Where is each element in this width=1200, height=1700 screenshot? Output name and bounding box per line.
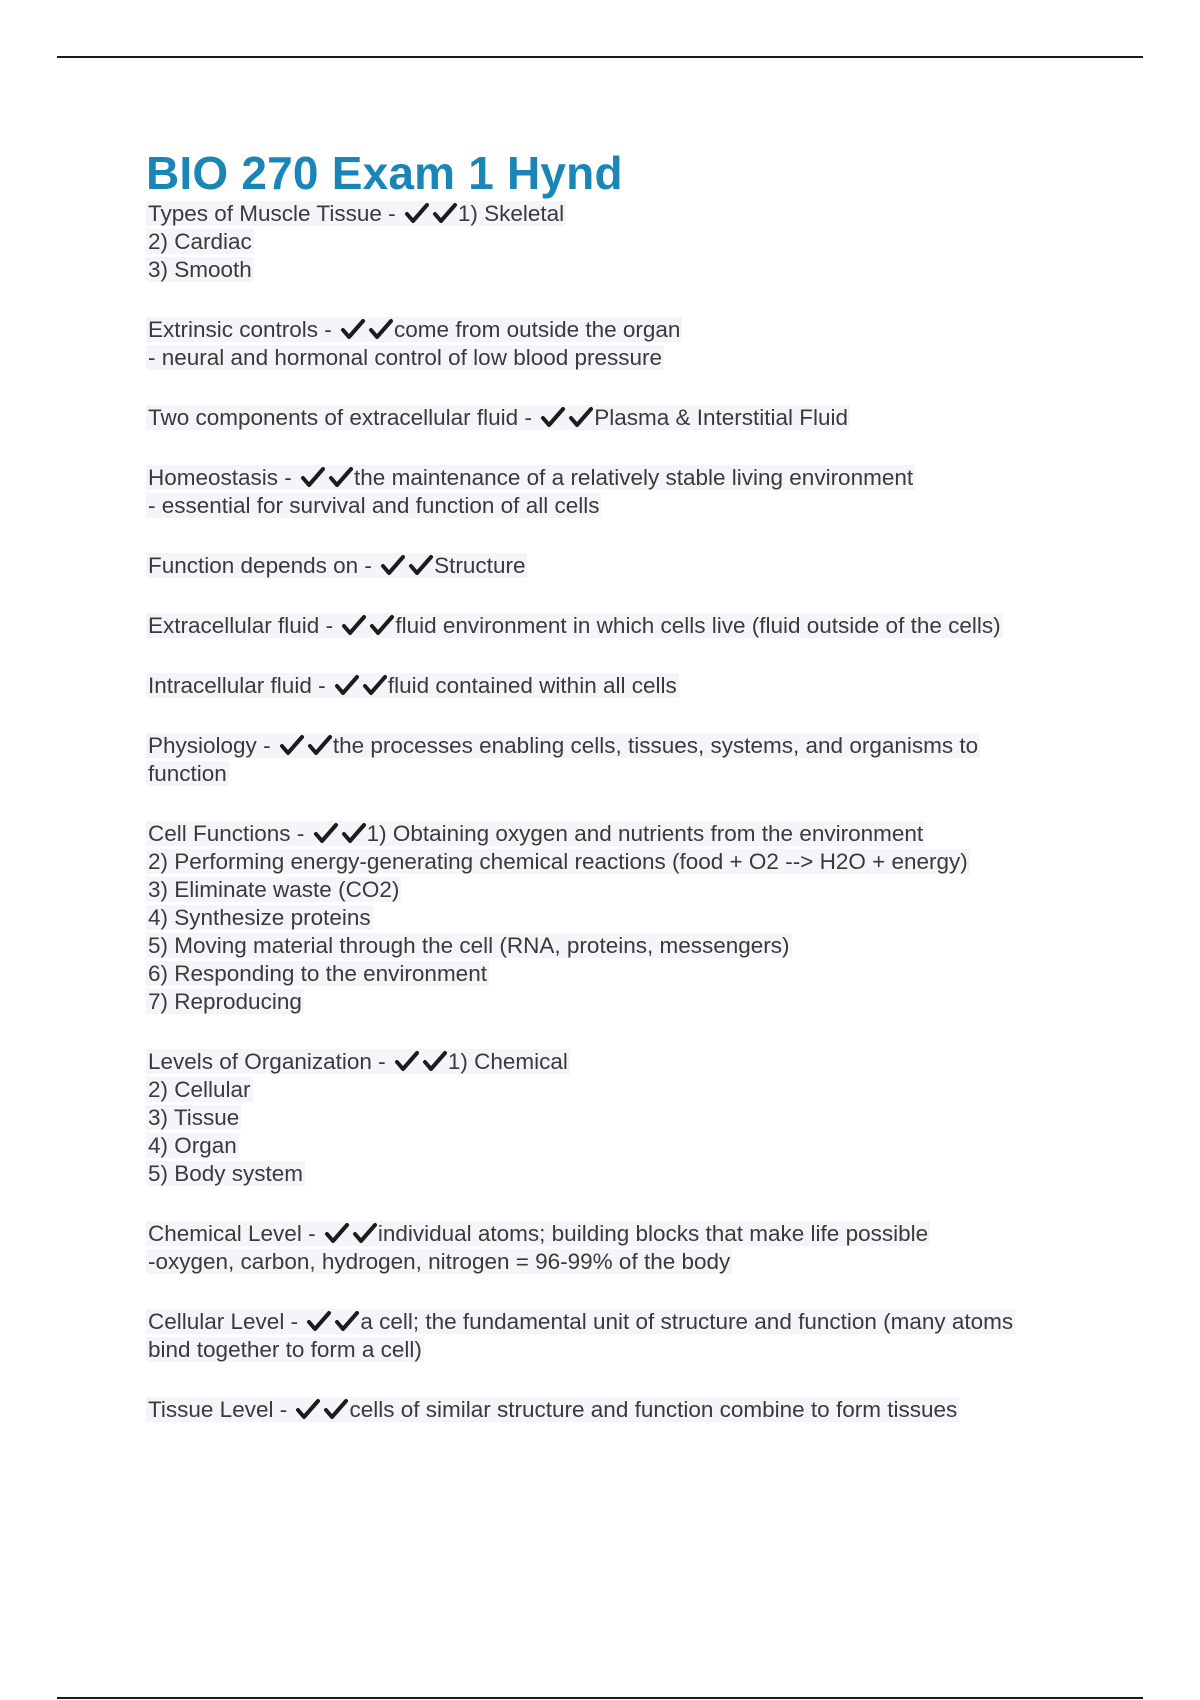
checkmark-icon [369,614,395,636]
entry-continuation-text: 3) Eliminate waste (CO2) [148,877,400,902]
checkmark-icon [313,822,339,844]
checkmark-icon [324,1222,350,1244]
checkmark-icon [422,1050,448,1072]
entry-list [146,200,1106,1424]
checkmark-icon [341,614,367,636]
entry-continuation-text: - neural and hormonal control of low blood pressure [148,345,663,370]
entry-continuation-text: 4) Organ [148,1133,237,1158]
checkmark-icon [432,202,458,224]
entry-continuation-text: 7) Reproducing [148,989,302,1014]
checkmark-icon [404,202,430,224]
entry-answer: Structure [434,553,526,578]
entry-first-line [146,732,1106,760]
entry-highlight [146,1049,570,1074]
entry-separator: - [301,1221,322,1246]
entry-answer: 1) Chemical [447,1049,568,1074]
checkmark-icon [408,554,434,576]
entry-highlight [146,613,1003,638]
entry-separator: - [318,317,339,342]
entry-continuation-text: 2) Cardiac [148,229,252,254]
flashcard-entry [146,820,1106,1016]
entry-answer: cells of similar structure and function combine to form tissues [349,1397,958,1422]
entry-continuation-text: 5) Body system [148,1161,304,1186]
entry-continuation-line [146,256,1106,284]
entry-highlight [146,405,850,430]
checkmark-icon [568,406,594,428]
entry-answer: the processes enabling cells, tissues, systems, and organisms to [332,733,979,758]
entry-separator: - [273,1397,294,1422]
entry-first-line [146,1396,1106,1424]
entry-separator: - [371,1049,392,1074]
entry-answer: come from outside the organ [394,317,681,342]
entry-continuation-line [146,848,1106,876]
entry-first-line [146,1220,1106,1248]
entry-term: Cellular Level [148,1309,285,1334]
entry-separator: - [278,465,299,490]
entry-continuation-line [146,932,1106,960]
entry-continuation-text: 4) Synthesize proteins [148,905,371,930]
entry-highlight [146,465,915,490]
checkmark-icon [307,734,333,756]
entry-term: Function depends on [148,553,359,578]
entry-continuation-text: 6) Responding to the environment [148,961,487,986]
checkmark-icon [328,466,354,488]
entry-term: Intracellular fluid [148,673,312,698]
entry-highlight [146,1309,1015,1334]
document-title: BIO 270 Exam 1 Hynd [146,147,623,199]
entry-continuation-text: function [148,761,227,786]
entry-term: Cell Functions [148,821,291,846]
entry-answer: the maintenance of a relatively stable living environment [354,465,914,490]
entry-continuation-text: 5) Moving material through the cell (RNA, proteins, messengers) [148,933,790,958]
entry-continuation-line [146,988,1106,1016]
entry-separator: - [311,673,332,698]
entry-term: Homeostasis [148,465,279,490]
flashcard-entry [146,316,1106,372]
entry-continuation-line [146,960,1106,988]
entry-first-line [146,552,1106,580]
entry-highlight [146,201,566,226]
bottom-rule [57,1697,1143,1699]
flashcard-entry [146,1308,1106,1364]
flashcard-entry [146,404,1106,432]
entry-highlight [146,1397,959,1422]
entry-highlight [146,1221,930,1246]
entry-highlight [146,673,679,698]
entry-continuation-text: 3) Tissue [148,1105,240,1130]
entry-separator: - [358,553,379,578]
entry-answer: 1) Obtaining oxygen and nutrients from the environment [366,821,924,846]
entry-answer: Plasma & Interstitial Fluid [594,405,849,430]
entry-first-line [146,1048,1106,1076]
flashcard-entry [146,464,1106,520]
flashcard-entry [146,200,1106,284]
entry-continuation-text: - essential for survival and function of all cells [148,493,600,518]
entry-highlight [146,317,682,342]
entry-continuation-text: 2) Performing energy-generating chemical reactions (food + O2 --> H2O + energy) [148,849,968,874]
entry-separator: - [256,733,277,758]
flashcard-entry [146,672,1106,700]
entry-continuation-line [146,904,1106,932]
entry-continuation-line [146,1160,1106,1188]
flashcard-entry [146,732,1106,788]
checkmark-icon [279,734,305,756]
checkmark-icon [380,554,406,576]
checkmark-icon [334,1310,360,1332]
entry-term: Extracellular fluid [148,613,320,638]
top-rule [57,56,1143,58]
entry-continuation-line [146,1248,1106,1276]
entry-continuation-text: -oxygen, carbon, hydrogen, nitrogen = 96-99% of the body [148,1249,731,1274]
entry-term: Tissue Level [148,1397,274,1422]
entry-term: Levels of Organization [148,1049,372,1074]
entry-answer: fluid contained within all cells [387,673,677,698]
entry-highlight [146,553,527,578]
entry-continuation-line [146,760,1106,788]
entry-continuation-line [146,1104,1106,1132]
checkmark-icon [340,318,366,340]
entry-separator: - [284,1309,305,1334]
checkmark-icon [362,674,388,696]
flashcard-entry [146,612,1106,640]
entry-term: Two components of extracellular fluid [148,405,519,430]
entry-first-line [146,1308,1106,1336]
checkmark-icon [394,1050,420,1072]
entry-first-line [146,316,1106,344]
entry-continuation-line [146,876,1106,904]
document-body [146,146,1106,1456]
checkmark-icon [323,1398,349,1420]
entry-continuation-line [146,1076,1106,1104]
entry-continuation-text: 3) Smooth [148,257,252,282]
entry-separator: - [319,613,340,638]
entry-first-line [146,464,1106,492]
entry-continuation-line [146,344,1106,372]
checkmark-icon [334,674,360,696]
entry-continuation-line [146,228,1106,256]
entry-first-line [146,672,1106,700]
entry-highlight [146,733,980,758]
flashcard-entry [146,1396,1106,1424]
checkmark-icon [352,1222,378,1244]
flashcard-entry [146,1048,1106,1188]
entry-answer: a cell; the fundamental unit of structure and function (many atoms [360,1309,1014,1334]
entry-continuation-line [146,1132,1106,1160]
flashcard-entry [146,1220,1106,1276]
checkmark-icon [341,822,367,844]
entry-term: Physiology [148,733,257,758]
entry-continuation-line [146,1336,1106,1364]
entry-continuation-text: 2) Cellular [148,1077,251,1102]
entry-answer: individual atoms; building blocks that make life possible [377,1221,929,1246]
entry-separator: - [518,405,539,430]
flashcard-entry [146,552,1106,580]
entry-answer: fluid environment in which cells live (fluid outside of the cells) [395,613,1001,638]
checkmark-icon [306,1310,332,1332]
checkmark-icon [295,1398,321,1420]
entry-first-line [146,200,1106,228]
checkmark-icon [540,406,566,428]
entry-first-line [146,820,1106,848]
entry-separator: - [290,821,311,846]
entry-answer: 1) Skeletal [457,201,565,226]
entry-term: Chemical Level [148,1221,302,1246]
entry-first-line [146,612,1106,640]
entry-first-line [146,404,1106,432]
entry-continuation-text: bind together to form a cell) [148,1337,422,1362]
entry-term: Extrinsic controls [148,317,319,342]
checkmark-icon [300,466,326,488]
checkmark-icon [368,318,394,340]
entry-separator: - [381,201,402,226]
entry-continuation-line [146,492,1106,520]
entry-term: Types of Muscle Tissue [148,201,382,226]
entry-highlight [146,821,925,846]
